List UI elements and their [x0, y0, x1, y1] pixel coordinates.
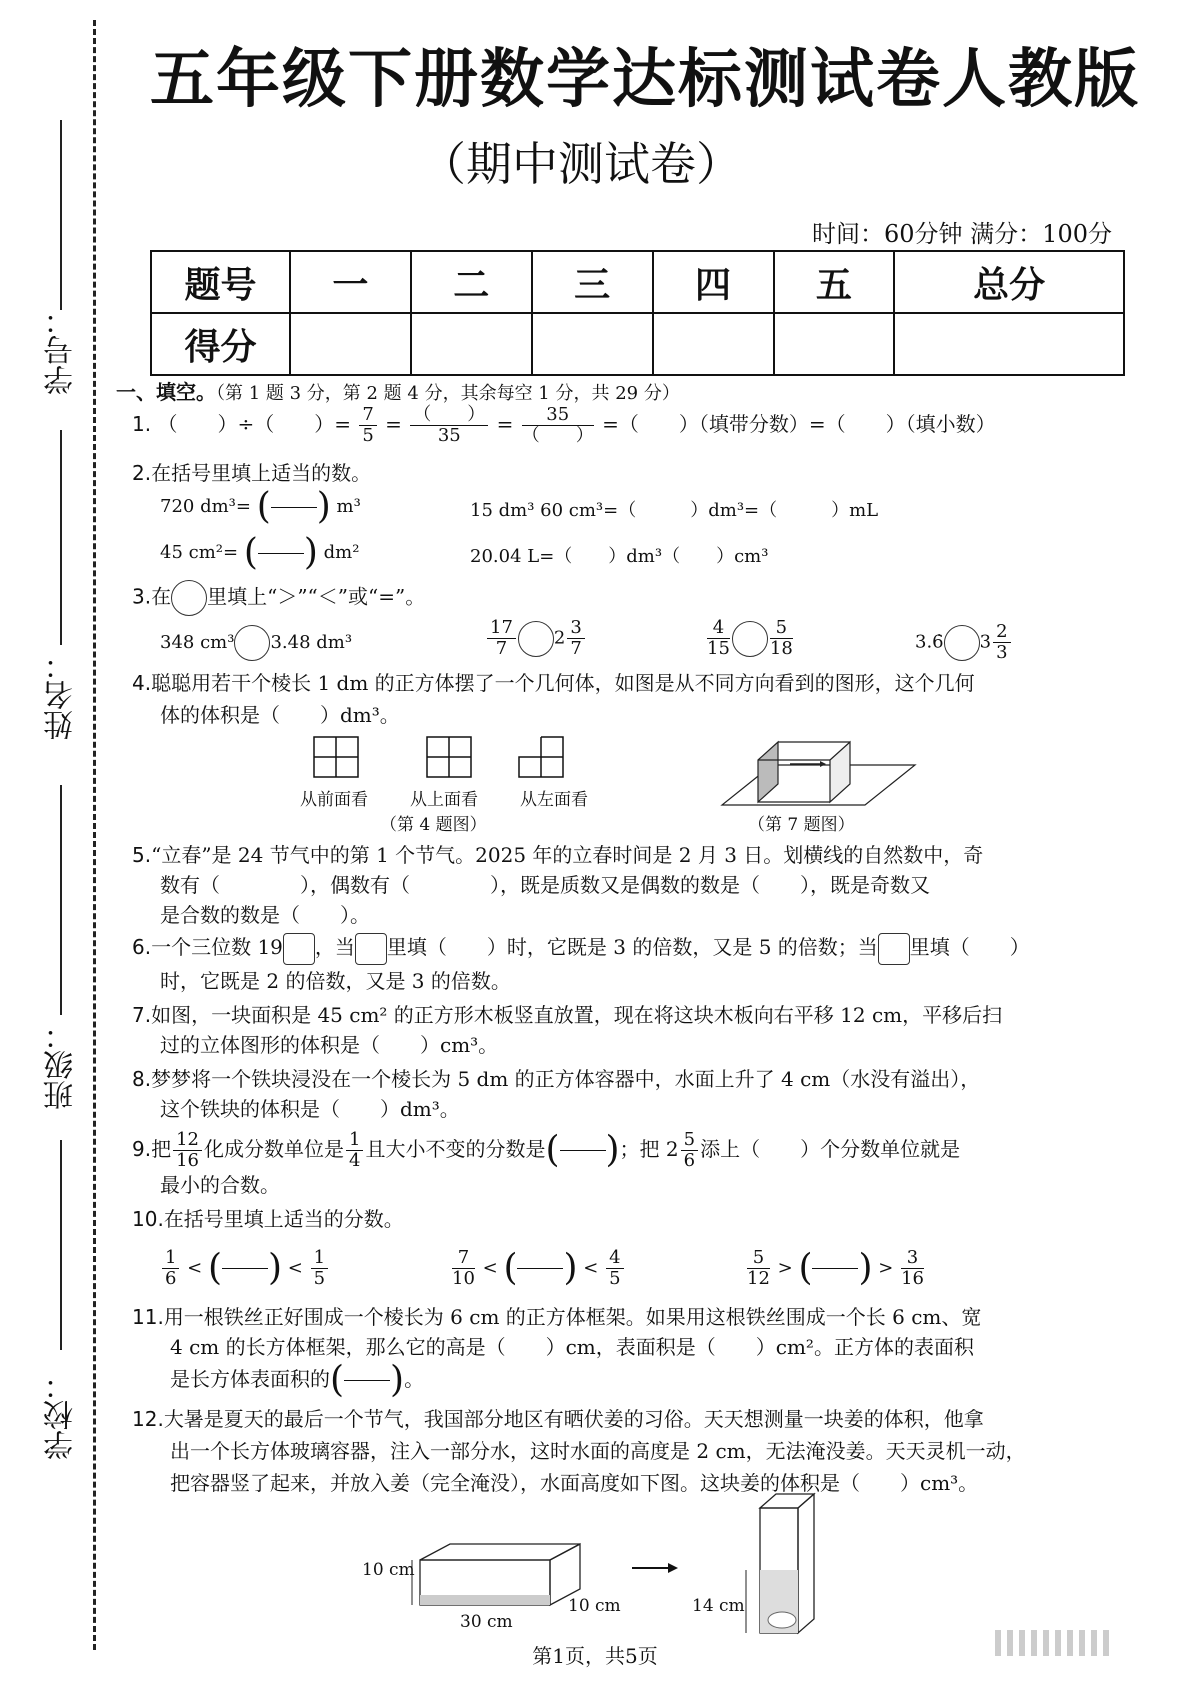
- question-9: [132, 1130, 960, 1171]
- frac-top: 5: [747, 1248, 770, 1269]
- frac-top: 5: [770, 618, 793, 639]
- fig7-caption: （第 7 题图）: [748, 815, 855, 835]
- q3-c-fraction-r: [770, 618, 793, 659]
- paren-left: (: [243, 532, 258, 573]
- q2-item-d: 20.04 L=（ ）dm³（ ）cm³: [470, 546, 769, 567]
- answer-line[interactable]: [222, 1268, 268, 1269]
- q3-b-fraction: [487, 618, 516, 659]
- frac-top: 3: [567, 618, 584, 639]
- paren-left: (: [330, 1359, 345, 1401]
- student-no-label: 学号：: [44, 305, 79, 395]
- digit-box-icon: [355, 933, 387, 965]
- paren-left: (: [256, 486, 271, 527]
- q1-fraction-a: [359, 405, 376, 446]
- answer-line[interactable]: [258, 553, 304, 554]
- q1-fc-top: 35: [522, 405, 594, 426]
- view-left-label: 从左面看: [520, 790, 588, 810]
- q9-number: 9.: [132, 1137, 152, 1161]
- frac-bot: 4: [349, 1150, 361, 1171]
- q8-line2: 这个铁块的体积是（ ）dm³。: [160, 1097, 460, 1121]
- school-line: [60, 1140, 62, 1350]
- answer-line[interactable]: [344, 1380, 390, 1381]
- score-row-label: 得分: [151, 313, 290, 375]
- compare-circle[interactable]: [732, 621, 768, 657]
- q11-line3a: 是长方体表面积的: [170, 1367, 330, 1391]
- score-header-cell: 二: [411, 251, 532, 313]
- frac-bot: 10: [452, 1268, 475, 1289]
- page-subtitle: （期中测试卷）: [420, 137, 742, 191]
- question-10: [132, 1204, 404, 1234]
- q3-d-left: 3.6̇: [915, 631, 944, 653]
- frac-bot: 5: [609, 1268, 621, 1289]
- q1-fa-top: 7: [359, 405, 376, 426]
- view-top-label: 从上面看: [410, 790, 478, 810]
- question-2: [132, 458, 371, 488]
- paren-left: (: [798, 1247, 813, 1289]
- paren-right: ): [303, 532, 318, 573]
- paren-right: ): [390, 1359, 405, 1401]
- q3-b-mixed: [567, 618, 584, 659]
- q12-line1: 大暑是夏天的最后一个节气，我国部分地区有晒伏姜的习俗。天天想测量一块姜的体积，他拿: [163, 1407, 984, 1431]
- q9-e: 添上（ ）个分数单位就是: [700, 1137, 961, 1161]
- digit-box-icon: [878, 933, 910, 965]
- frac: [901, 1248, 924, 1289]
- frac: [162, 1248, 179, 1289]
- q2-c-unit: dm²: [323, 542, 360, 563]
- q12-line2: 出一个长方体玻璃容器，注入一部分水，这时水面的高度是 2 cm，无法淹没姜。天天灵机一动，: [170, 1439, 1026, 1463]
- q2-c-text: 45 cm²=: [160, 542, 239, 563]
- score-input-cell[interactable]: [532, 313, 653, 375]
- score-input-cell[interactable]: [411, 313, 532, 375]
- board-right: [830, 742, 850, 802]
- question-4: [132, 668, 975, 698]
- frac-top: 1: [311, 1248, 328, 1269]
- q2-item-c: [160, 532, 360, 573]
- question-3: [132, 580, 425, 616]
- section-1-header: [116, 376, 680, 405]
- frac-top: 5: [681, 1130, 698, 1151]
- q3-d-fraction: [993, 622, 1010, 663]
- q10-item-b: $\frac{7}{10}$ < ( ) < $\frac{4}{5}$: [450, 1248, 626, 1289]
- frac-bot: 12: [747, 1268, 770, 1289]
- binding-line: [93, 20, 96, 1650]
- q3-item-a: [160, 625, 352, 661]
- front-view-icon: [314, 737, 358, 777]
- compare-circle-icon: [171, 580, 207, 616]
- q5-line2: 数有（ ），偶数有（ ），既是质数又是偶数的数是（ ），既是奇数又: [160, 873, 930, 897]
- q3-c-fraction: [707, 618, 730, 659]
- frac-bot: 16: [176, 1150, 199, 1171]
- paren-right: ): [858, 1247, 873, 1289]
- q7-line2: 过的立体图形的体积是（ ）cm³。: [160, 1033, 499, 1057]
- question-1: 1. （ ）÷（ ）= $\frac{7}{5}$ = $\frac{( )}{35}$ = $\frac{35}{( )}$ =（ ）（填带分数）=（ ）（填小数）: [132, 404, 996, 446]
- q1-fb-bot: 35: [437, 425, 461, 446]
- q2-item-b: 15 dm³ 60 cm³=（ ）dm³=（ ）mL: [470, 500, 879, 521]
- question-12: [132, 1404, 984, 1434]
- answer-line[interactable]: [517, 1268, 563, 1269]
- q2-item-a: [160, 486, 361, 527]
- question-6: [132, 932, 1030, 965]
- q4-line2: 体的体积是（ ）dm³。: [160, 703, 400, 727]
- frac-top: 3: [901, 1248, 924, 1269]
- q11-line3: [170, 1359, 425, 1401]
- frac-top: 2: [993, 622, 1010, 643]
- q11-number: 11.: [132, 1305, 164, 1329]
- q7-board-figure: [720, 730, 920, 810]
- q8-number: 8.: [132, 1067, 152, 1091]
- left-view-icon: [519, 737, 563, 777]
- q5-line3: 是合数的数是（ ）。: [160, 903, 370, 927]
- frac: [311, 1248, 328, 1289]
- q10-text: 在括号里填上适当的分数。: [163, 1207, 404, 1231]
- vertical-container-figure: [740, 1490, 840, 1640]
- frac: [452, 1248, 475, 1289]
- paren-left: (: [207, 1247, 223, 1289]
- answer-line[interactable]: [812, 1268, 858, 1269]
- score-input-cell[interactable]: [653, 313, 774, 375]
- section-1-note: （第 1 题 3 分，第 2 题 4 分，其余每空 1 分，共 29 分）: [216, 383, 680, 404]
- q4-line1: 聪聪用若干个棱长 1 dm 的正方体摆了一个几何体，如图是从不同方向看到的图形，这个几何: [151, 671, 975, 695]
- answer-line[interactable]: [560, 1150, 606, 1151]
- score-header-cell: 三: [532, 251, 653, 313]
- dim-water-label: 14 cm: [692, 1596, 745, 1616]
- arrow-right-icon: [630, 1558, 680, 1578]
- q9-c: 且大小不变的分数是: [365, 1137, 546, 1161]
- q6-number: 6.: [132, 935, 152, 959]
- paren-right: ): [268, 1247, 283, 1289]
- ground-plane: [722, 765, 915, 805]
- q1-fraction-b: [410, 405, 488, 446]
- horizontal-container-figure: [410, 1540, 590, 1615]
- score-input-cell[interactable]: [290, 313, 411, 375]
- question-5: [132, 840, 983, 870]
- q1-tail: =（ ）（填带分数）=（ ）（填小数）: [602, 412, 996, 436]
- q3-item-b: [485, 618, 587, 659]
- q3-a-left: 348 cm³: [160, 632, 235, 653]
- student-no-line: [60, 120, 62, 310]
- score-table-score-row: [151, 313, 1124, 375]
- q3-text-b: 里填上“＞”“＜”或“=”。: [207, 584, 426, 609]
- q2-a-unit: m³: [336, 496, 361, 517]
- q5-line1: “立春”是 24 节气中的第 1 个节气。2025 年的立春时间是 2 月 3 日。划横线的自然数中，奇: [151, 843, 984, 867]
- time-info: 时间：60分钟 满分：100分: [812, 220, 1112, 248]
- q3-b-whole: 2: [553, 627, 566, 649]
- paren-left: (: [503, 1247, 518, 1289]
- class-label: 班级：: [44, 1020, 79, 1110]
- frac-top: 4: [606, 1248, 623, 1269]
- frac-bot: 6: [165, 1268, 177, 1289]
- paren-right: ): [563, 1247, 578, 1289]
- score-table-header-row: [151, 251, 1124, 313]
- q6-c: 里填（ ）时，它既是 3 的倍数，又是 5 的倍数；当: [386, 935, 878, 959]
- score-input-cell[interactable]: [774, 313, 895, 375]
- q10-item-a: $\frac{1}{6}$ < ( ) < $\frac{1}{5}$: [160, 1248, 330, 1289]
- q9-line2: 最小的合数。: [160, 1173, 280, 1197]
- q7-number: 7.: [132, 1003, 152, 1027]
- q9-b: 化成分数单位是: [204, 1137, 344, 1161]
- question-11: [132, 1302, 981, 1332]
- q11-line2: 4 cm 的长方体框架，那么它的高是（ ）cm，表面积是（ ）cm²。正方体的表面积: [170, 1335, 974, 1359]
- score-header-cell: 一: [290, 251, 411, 313]
- q12-number: 12.: [132, 1407, 164, 1431]
- q1-fa-bot: 5: [362, 425, 374, 446]
- q1-lead: （ ）÷（ ）=: [157, 412, 351, 436]
- paren-left: (: [545, 1129, 560, 1171]
- compare-circle[interactable]: [944, 625, 980, 661]
- q3-d-whole: 3: [979, 631, 992, 653]
- frac: [747, 1248, 770, 1289]
- q11-line1: 用一根铁丝正好围成一个棱长为 6 cm 的正方体框架。如果用这根铁丝围成一个长 6 cm、宽: [163, 1305, 982, 1329]
- class-line: [60, 785, 62, 1015]
- q8-line1: 梦梦将一个铁块浸没在一个棱长为 5 dm 的正方体容器中，水面上升了 4 cm（水没有溢出），: [151, 1067, 981, 1091]
- q1-number: 1.: [132, 412, 152, 436]
- q4-number: 4.: [132, 671, 152, 695]
- board-left: [758, 742, 778, 802]
- score-header-cell: 五: [774, 251, 895, 313]
- frac-top: 17: [487, 618, 516, 639]
- frac-bot: 18: [769, 638, 793, 659]
- frac-top: 4: [707, 618, 730, 639]
- question-8: [132, 1064, 980, 1094]
- q2-a-text: 720 dm³=: [160, 496, 251, 517]
- fig4-caption: （第 4 题图）: [380, 815, 487, 835]
- q3-text-a: 在: [151, 584, 172, 609]
- school-label: 学校：: [44, 1370, 79, 1460]
- frac-bot: 7: [570, 638, 582, 659]
- q3-item-c: [705, 618, 795, 659]
- q1-fc-bot: （ ）: [521, 425, 594, 446]
- view-front-label: 从前面看: [300, 790, 368, 810]
- name-label: 姓名：: [44, 650, 79, 740]
- q5-number: 5.: [132, 843, 152, 867]
- q12-line3: 把容器竖了起来，并放入姜（完全淹没），水面高度如下图。这块姜的体积是（ ）cm³。: [170, 1471, 979, 1495]
- frac-top: 7: [452, 1248, 475, 1269]
- ginger-icon: [768, 1612, 796, 1628]
- q6-a: 一个三位数 19: [151, 935, 283, 959]
- frac-bot: 3: [996, 642, 1008, 663]
- frac-bot: 7: [495, 638, 508, 659]
- page-title: 五年级下册数学达标测试卷人教版: [150, 42, 1140, 117]
- paren-right: ): [605, 1129, 620, 1171]
- q9-a: 把: [151, 1137, 172, 1161]
- frac-bot: 6: [683, 1150, 696, 1171]
- compare-circle[interactable]: [234, 625, 270, 661]
- frac-top: 1: [346, 1130, 363, 1151]
- q3-number: 3.: [132, 584, 152, 609]
- dim-length-label: 30 cm: [460, 1612, 513, 1632]
- score-header-cell: 四: [653, 251, 774, 313]
- question-7: [132, 1000, 1002, 1030]
- digit-box[interactable]: [283, 933, 315, 965]
- frac-bot: 15: [707, 638, 730, 659]
- q11-line3b: 。: [404, 1367, 425, 1391]
- q1-fb-top: （ ）: [410, 405, 488, 426]
- q2-number: 2.: [132, 461, 152, 485]
- top-view-icon: [427, 737, 471, 777]
- q9-fraction-1: [173, 1130, 202, 1171]
- paren-right: ): [316, 486, 331, 527]
- q1-fraction-c: [522, 405, 594, 446]
- q3-item-d: [915, 622, 1013, 663]
- frac-bot: 16: [901, 1268, 924, 1289]
- q3-a-right: 3.48 dm³: [270, 632, 353, 653]
- q9-d: ；把 2: [619, 1137, 679, 1161]
- q6-d: 里填（ ）: [909, 935, 1030, 959]
- frac: [606, 1248, 623, 1289]
- q9-fraction-2: [346, 1130, 363, 1171]
- compare-circle[interactable]: [518, 621, 554, 657]
- frac-top: 1: [162, 1248, 179, 1269]
- frac-bot: 5: [313, 1268, 326, 1289]
- q10-number: 10.: [132, 1207, 164, 1231]
- q7-line1: 如图，一块面积是 45 cm² 的正方形木板竖直放置，现在将这块木板向右平移 12 cm，平移后扫: [151, 1003, 1003, 1027]
- score-input-cell[interactable]: [894, 313, 1124, 375]
- score-table: [150, 250, 1125, 376]
- section-1-title: 一、填空。: [116, 380, 216, 404]
- q9-fraction-3: [681, 1130, 698, 1171]
- q10-item-c: $\frac{5}{12}$ > ( ) > $\frac{3}{16}$: [747, 1247, 924, 1289]
- frac-top: 12: [173, 1130, 202, 1151]
- answer-line[interactable]: [271, 507, 317, 508]
- q6-line2: 时，它既是 2 的倍数，又是 3 的倍数。: [160, 969, 511, 993]
- score-header-cell: 题号: [151, 251, 290, 313]
- dim-height-label: 10 cm: [362, 1560, 415, 1580]
- score-header-cell: 总分: [894, 251, 1124, 313]
- q2-text: 在括号里填上适当的数。: [151, 461, 372, 485]
- q6-b: ，当: [314, 935, 355, 959]
- dim-width-label: 10 cm: [568, 1596, 621, 1616]
- water-level: [420, 1595, 550, 1605]
- name-line: [60, 430, 62, 645]
- page-footer: 第1页，共5页: [532, 1644, 658, 1668]
